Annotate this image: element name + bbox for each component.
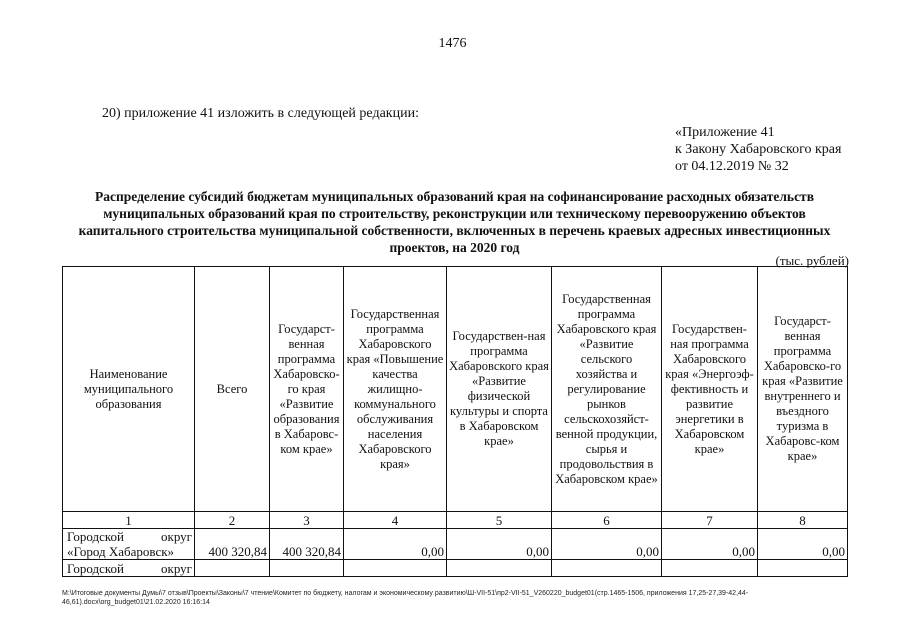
value-tourism: 0,00 [758, 529, 848, 560]
value-total: 400 320,84 [195, 529, 270, 560]
column-number: 6 [552, 512, 662, 529]
table-header-row [63, 267, 848, 512]
table-cell [447, 560, 552, 577]
value-education: 400 320,84 [270, 529, 344, 560]
header-total: Всего [195, 267, 270, 512]
document-title: Распределение субсидий бюджетам муниципальных образований края на софинансирование расходных обязательств муниципальных образований края по строительству, реконструкции или техническому перевооружению объектов капитального строительства муниципальной собственности, включенных в перечень краевых адресных инвестиционных проектов, на 2020 год [78, 189, 831, 255]
table-row [63, 529, 848, 560]
column-number: 7 [662, 512, 758, 529]
value-energy: 0,00 [662, 529, 758, 560]
municipality-name-part: Городской [67, 529, 124, 544]
header-agriculture: Государственная программа Хабаровского края «Развитие сельского хозяйства и регулирование рынков сельскохозяйст-венной продукции, сырья и продовольствия в Хабаровском крае» [552, 267, 662, 512]
appendix-line-1: «Приложение 41 [675, 125, 775, 140]
table-cell [270, 560, 344, 577]
municipality-name [63, 529, 195, 560]
column-number: 2 [195, 512, 270, 529]
header-sport: Государствен-ная программа Хабаровского края «Развитие физической культуры и спорта в Хабаровском крае» [447, 267, 552, 512]
intro-text: 20) приложение 41 изложить в следующей редакции: [102, 106, 419, 121]
units-label: (тыс. рублей) [775, 253, 849, 268]
subsidy-table [62, 266, 848, 577]
page-number: 1476 [438, 36, 467, 51]
table-cell [552, 560, 662, 577]
header-municipality: Наименование муниципального образования [63, 267, 195, 512]
appendix-line-3: от 04.12.2019 № 32 [675, 159, 789, 174]
header-housing: Государственная программа Хабаровского края «Повышение качества жилищно-коммунального обслуживания населения Хабаровского края» [344, 267, 447, 512]
municipality-name-part: округ [161, 529, 192, 544]
table-cell [662, 560, 758, 577]
header-education: Государст-венная программа Хабаровско-го края «Развитие образования в Хабаровс-ком крае» [270, 267, 344, 512]
table-cell [195, 560, 270, 577]
municipality-name-part: «Город Хабаровск» [67, 544, 175, 559]
header-energy: Государствен-ная программа Хабаровского края «Энергоэф-фективность и развитие энергетики в Хабаровском крае» [662, 267, 758, 512]
file-path-footer: М:\Итоговые документы Думы\7 отзыв\Проекты\Законы\7 чтение\Комитет по бюджету, налогам и экономическому развитию\Ш-VII-51\пр2-VII-51_V260220_budget01(стр.1465-1506, приложения 17,25-27,39-42,44-46,61).docx\org_budget01\21.02.2020 16:16:14 [62, 590, 749, 606]
table-row [63, 560, 848, 577]
header-tourism: Государст-венная программа Хабаровско-го края «Развитие внутреннего и въездного туризма в Хабаровс-ком крае» [758, 267, 848, 512]
column-number-row [63, 512, 848, 529]
column-number: 1 [63, 512, 195, 529]
column-number: 4 [344, 512, 447, 529]
municipality-name [63, 560, 195, 577]
municipality-name-part: округ [161, 560, 192, 576]
appendix-reference [675, 124, 841, 175]
table-cell [344, 560, 447, 577]
table-cell [758, 560, 848, 577]
appendix-line-2: к Закону Хабаровского края [675, 142, 842, 157]
municipality-name-part: Городской [67, 560, 124, 576]
value-sport: 0,00 [447, 529, 552, 560]
column-number: 8 [758, 512, 848, 529]
value-agriculture: 0,00 [552, 529, 662, 560]
column-number: 5 [447, 512, 552, 529]
value-housing: 0,00 [344, 529, 447, 560]
column-number: 3 [270, 512, 344, 529]
